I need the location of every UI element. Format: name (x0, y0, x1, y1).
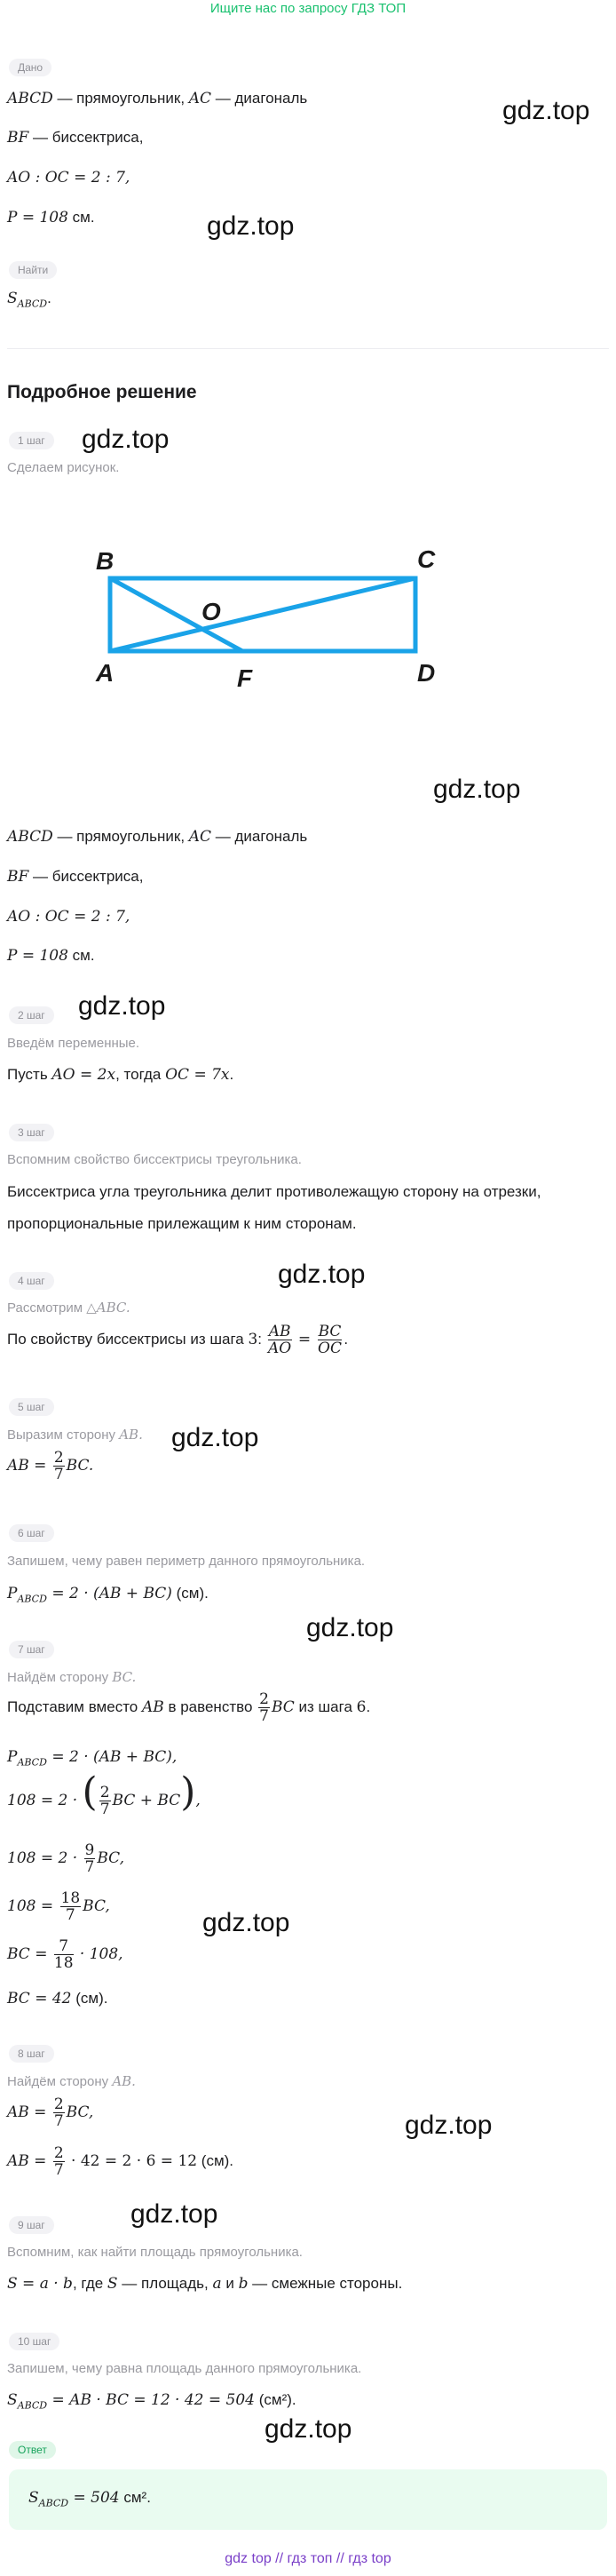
watermark: gdz.top (171, 1423, 259, 1452)
step-10-badge: 10 шаг (9, 2333, 59, 2350)
top-banner[interactable]: Ищите нас по запросу ГДЗ ТОП (209, 1, 407, 16)
step-4-badge: 4 шаг (9, 1272, 54, 1290)
step-3-text: Вспомним свойство биссектрисы треугольника. (7, 1152, 302, 1167)
step-4-text: Рассмотрим △ABC. (7, 1300, 130, 1316)
bisector-bf (110, 578, 242, 651)
watermark: gdz.top (278, 1260, 366, 1289)
footer-link-3[interactable]: гдз top (348, 2551, 391, 2566)
step-7-badge: 7 шаг (9, 1641, 54, 1658)
fraction: $\frac{AB}{AO}$ (268, 1323, 292, 1357)
watermark: gdz.top (433, 775, 521, 804)
step-7-line-2: $P_{ABCD} = 2 \cdot (AB + BC)$, (7, 1748, 178, 1769)
fraction: $\frac{2}{7}$ (53, 2095, 64, 2130)
step-4-line-1: По свойству биссектрисы из шага 3: $\frac{AB}{AO}$ = $\frac{BC}{OC}$ . (7, 1323, 349, 1357)
step-7-line-1: Подставим вместо AB в равенство $\frac{2}{7}$ BC из шага 6. (7, 1690, 371, 1725)
step-8-badge: 8 шаг (9, 2045, 54, 2063)
fraction: $\frac{7}{18}$ (53, 1937, 74, 1972)
watermark: gdz.top (130, 2199, 218, 2229)
fraction: $\frac{2}{7}$ (259, 1690, 269, 1725)
find-line: $S_{ABCD}$. (7, 290, 51, 310)
footer-link-2[interactable]: гдз топ (287, 2551, 333, 2566)
watermark: gdz.top (405, 2111, 493, 2140)
label-f: F (237, 664, 253, 692)
step-9-badge: 9 шаг (9, 2216, 54, 2234)
given-badge: Дано (9, 59, 51, 76)
given-repeat-line-2: BF — биссектриса, (7, 868, 144, 886)
step-3-badge: 3 шаг (9, 1124, 54, 1141)
fraction: $\frac{2}{7}$ (53, 2144, 64, 2179)
label-c: C (417, 545, 436, 573)
step-6-line-1: $P_{ABCD} = 2 \cdot (AB + BC)$ (см). (7, 1585, 209, 1605)
given-repeat-line-4: P = 108 см. (7, 947, 95, 965)
footer-link-1[interactable]: gdz top (225, 2551, 272, 2566)
paren-left: ( (82, 1769, 98, 1815)
step-9-text: Вспомним, как найти площадь прямоугольника. (7, 2245, 303, 2260)
step-8-line-2: AB = $\frac{2}{7}$ · 42 = 2 · 6 = 12 (см). (7, 2144, 234, 2179)
step-7-line-5: 108 = $\frac{18}{7}$ BC, (7, 1889, 110, 1924)
given-line-4: P = 108 см. (7, 209, 95, 227)
fraction: $\frac{2}{7}$ (99, 1784, 110, 1819)
given-repeat-line-1: ABCD — прямоугольник, AC — диагональ (7, 828, 308, 846)
step-5-line-1: AB = $\frac{2}{7}$ BC. (7, 1449, 94, 1483)
watermark: gdz.top (502, 96, 590, 125)
label-d: D (417, 659, 436, 687)
label-a: A (96, 659, 115, 687)
answer-box (9, 2469, 607, 2530)
step-6-text: Запишем, чему равен периметр данного прямоугольника. (7, 1554, 366, 1569)
step-5-text: Выразим сторону AB. (7, 1427, 143, 1443)
step-7-text: Найдём сторону BC. (7, 1669, 137, 1685)
fraction: $\frac{BC}{OC}$ (318, 1323, 342, 1357)
watermark: gdz.top (306, 1613, 394, 1642)
step-8-line-1: AB = $\frac{2}{7}$ BC, (7, 2095, 94, 2130)
watermark: gdz.top (82, 425, 170, 454)
step-2-text: Введём переменные. (7, 1036, 140, 1051)
watermark: gdz.top (207, 211, 295, 241)
step-9-line-1: S = a · b, где S — площадь, a и b — смежные стороны. (7, 2275, 403, 2293)
step-10-text: Запишем, чему равна площадь данного прямоугольника. (7, 2361, 362, 2376)
fraction: $\frac{18}{7}$ (60, 1889, 81, 1924)
step-3-line-1: Биссектриса угла треугольника делит противолежащую сторону на отрезки, (7, 1183, 541, 1200)
given-repeat-line-3: AO : OC = 2 : 7, (7, 908, 130, 926)
step-1-text: Сделаем рисунок. (7, 460, 120, 475)
step-3-line-2: пропорциональные прилежащим к ним сторонам. (7, 1215, 357, 1232)
label-b: B (96, 547, 115, 575)
answer-badge: Ответ (9, 2441, 56, 2459)
rectangle-figure (80, 537, 453, 742)
watermark: gdz.top (78, 991, 166, 1021)
step-8-text: Найдём сторону AB. (7, 2073, 136, 2089)
step-5-badge: 5 шаг (9, 1398, 54, 1416)
paren-right: ) (180, 1769, 196, 1815)
answer-line: $S_{ABCD} = 504$ см². (28, 2489, 151, 2509)
step-7-line-7: BC = 42 (см). (7, 1990, 108, 2008)
given-line-3: AO : OC = 2 : 7, (7, 169, 130, 187)
given-line-2: BF — биссектриса, (7, 129, 144, 147)
step-7-line-3: 108 = 2 · ( $\frac{2}{7}$ BC + BC), (7, 1769, 201, 1819)
solution-title: Подробное решение (7, 382, 197, 402)
divider (7, 348, 609, 349)
find-badge: Найти (9, 261, 57, 279)
step-2-badge: 2 шаг (9, 1006, 54, 1024)
step-6-badge: 6 шаг (9, 1524, 54, 1542)
label-o: O (201, 598, 221, 625)
diagonal-ac (110, 578, 415, 651)
watermark: gdz.top (265, 2414, 352, 2444)
step-7-line-6: BC = $\frac{7}{18}$ · 108, (7, 1937, 123, 1972)
step-2-line-1: Пусть AO = 2x, тогда OC = 7x. (7, 1066, 234, 1084)
footer-links: gdz top // гдз топ // гдз top (225, 2551, 391, 2566)
fraction: $\frac{2}{7}$ (53, 1449, 64, 1483)
given-line-1: ABCD — прямоугольник, AC — диагональ (7, 90, 308, 107)
step-7-line-4: 108 = 2 · $\frac{9}{7}$ BC, (7, 1841, 124, 1876)
watermark: gdz.top (202, 1908, 290, 1937)
step-1-badge: 1 шаг (9, 432, 54, 449)
fraction: $\frac{9}{7}$ (84, 1841, 95, 1876)
step-10-line-1: $S_{ABCD}$ = AB · BC = 12 · 42 = 504 (см²). (7, 2391, 296, 2412)
